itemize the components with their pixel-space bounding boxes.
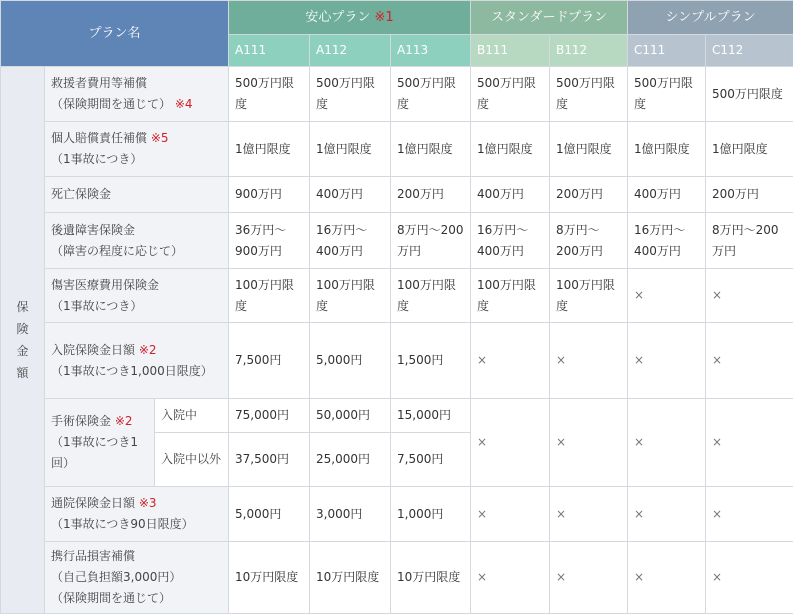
note-mark: ※3 bbox=[139, 496, 157, 510]
value-cell: 400万円 bbox=[471, 177, 550, 213]
value-cell: × bbox=[550, 487, 628, 542]
value-cell: 10万円限度 bbox=[229, 542, 310, 614]
value-cell: × bbox=[706, 487, 793, 542]
value-cell: 1,500円 bbox=[391, 323, 471, 399]
value-cell: 1,000円 bbox=[391, 487, 471, 542]
value-cell: 1億円限度 bbox=[310, 122, 391, 177]
side-char: 金 bbox=[16, 344, 28, 358]
value-cell: 100万円限度 bbox=[229, 269, 310, 323]
value-cell: 15,000円 bbox=[391, 399, 471, 433]
value-cell: 10万円限度 bbox=[391, 542, 471, 614]
row-label: 死亡保険金 bbox=[45, 177, 229, 213]
note-mark: ※2 bbox=[139, 343, 157, 357]
label-line: （1事故につき） bbox=[51, 152, 142, 166]
label-line: （1事故につき1,000日限度） bbox=[51, 364, 213, 378]
value-cell: × bbox=[471, 323, 550, 399]
note-mark: ※2 bbox=[115, 414, 133, 428]
plan-code: B112 bbox=[550, 35, 628, 67]
table-row bbox=[1, 269, 793, 323]
value-cell: 500万円限度 bbox=[310, 67, 391, 122]
value-cell: × bbox=[628, 323, 706, 399]
label-line: 手術保険金 bbox=[51, 414, 111, 428]
plan-code: C111 bbox=[628, 35, 706, 67]
value-cell: 1億円限度 bbox=[471, 122, 550, 177]
side-char: 保 bbox=[16, 300, 28, 314]
note-mark: ※5 bbox=[151, 131, 169, 145]
sub-label: 入院中以外 bbox=[155, 433, 229, 487]
label-line: （1事故につき） bbox=[51, 299, 142, 313]
table-row bbox=[1, 487, 793, 542]
label-line: （保険期間を通じて） bbox=[51, 97, 171, 111]
label-line: （障害の程度に応じて） bbox=[51, 244, 183, 258]
sub-label: 入院中 bbox=[155, 399, 229, 433]
value-cell: × bbox=[628, 542, 706, 614]
plan-name-header: プラン名 bbox=[1, 1, 229, 67]
side-char: 険 bbox=[16, 322, 28, 336]
value-cell: 8万円～200万円 bbox=[550, 213, 628, 269]
value-cell: 16万円～400万円 bbox=[310, 213, 391, 269]
value-cell: × bbox=[550, 399, 628, 487]
value-cell: × bbox=[628, 399, 706, 487]
row-label bbox=[45, 399, 155, 487]
value-cell: 5,000円 bbox=[229, 487, 310, 542]
value-cell: 500万円限度 bbox=[391, 67, 471, 122]
table-row bbox=[1, 177, 793, 213]
value-cell: × bbox=[471, 542, 550, 614]
value-cell: 7,500円 bbox=[391, 433, 471, 487]
table-row bbox=[1, 323, 793, 399]
value-cell: 7,500円 bbox=[229, 323, 310, 399]
value-cell: × bbox=[471, 487, 550, 542]
label-line: 後遺障害保険金 bbox=[51, 223, 135, 237]
label-line: （1事故につき90日限度） bbox=[51, 517, 194, 531]
value-cell: 100万円限度 bbox=[391, 269, 471, 323]
value-cell: × bbox=[550, 542, 628, 614]
value-cell: 3,000円 bbox=[310, 487, 391, 542]
note-mark: ※1 bbox=[375, 10, 394, 25]
value-cell: × bbox=[706, 542, 793, 614]
table-row bbox=[1, 213, 793, 269]
value-cell: 75,000円 bbox=[229, 399, 310, 433]
plan-code: A113 bbox=[391, 35, 471, 67]
value-cell: 100万円限度 bbox=[550, 269, 628, 323]
value-cell: 500万円限度 bbox=[706, 67, 793, 122]
value-cell: 1億円限度 bbox=[706, 122, 793, 177]
row-label bbox=[45, 542, 229, 614]
label-line: （自己負担額3,000円） bbox=[51, 570, 181, 584]
row-label bbox=[45, 213, 229, 269]
value-cell: 200万円 bbox=[391, 177, 471, 213]
value-cell: 1億円限度 bbox=[229, 122, 310, 177]
label-line: 入院保険金日額 bbox=[51, 343, 135, 357]
label-line: 傷害医療費用保険金 bbox=[51, 278, 159, 292]
label-line: 個人賠償責任補償 bbox=[51, 131, 147, 145]
table-row bbox=[1, 67, 793, 122]
value-cell: 500万円限度 bbox=[229, 67, 310, 122]
value-cell: × bbox=[706, 399, 793, 487]
table-row bbox=[1, 122, 793, 177]
table-row bbox=[1, 399, 793, 433]
value-cell: 1億円限度 bbox=[628, 122, 706, 177]
value-cell: 400万円 bbox=[310, 177, 391, 213]
value-cell: 200万円 bbox=[706, 177, 793, 213]
value-cell: 400万円 bbox=[628, 177, 706, 213]
label-line: 携行品損害補償 bbox=[51, 549, 135, 563]
value-cell: 25,000円 bbox=[310, 433, 391, 487]
row-label bbox=[45, 323, 229, 399]
value-cell: × bbox=[550, 323, 628, 399]
row-label bbox=[45, 487, 229, 542]
group-header-simple: シンプルプラン bbox=[628, 1, 793, 35]
value-cell: 8万円～200万円 bbox=[706, 213, 793, 269]
plan-code: A112 bbox=[310, 35, 391, 67]
row-label bbox=[45, 269, 229, 323]
value-cell: 8万円～200万円 bbox=[391, 213, 471, 269]
label-line: 通院保険金日額 bbox=[51, 496, 135, 510]
value-cell: 1億円限度 bbox=[550, 122, 628, 177]
group-name: 安心プラン bbox=[305, 10, 370, 25]
plan-code: A111 bbox=[229, 35, 310, 67]
value-cell: 500万円限度 bbox=[628, 67, 706, 122]
plan-code: C112 bbox=[706, 35, 793, 67]
table-row bbox=[1, 542, 793, 614]
value-cell: 200万円 bbox=[550, 177, 628, 213]
plan-code: B111 bbox=[471, 35, 550, 67]
value-cell: 10万円限度 bbox=[310, 542, 391, 614]
value-cell: 50,000円 bbox=[310, 399, 391, 433]
value-cell: × bbox=[706, 323, 793, 399]
value-cell: 36万円～900万円 bbox=[229, 213, 310, 269]
value-cell: 37,500円 bbox=[229, 433, 310, 487]
side-char: 額 bbox=[16, 366, 28, 380]
value-cell: 16万円～400万円 bbox=[628, 213, 706, 269]
value-cell: × bbox=[706, 269, 793, 323]
row-label bbox=[45, 67, 229, 122]
label-line: （1事故につき1回） bbox=[51, 435, 138, 470]
value-cell: × bbox=[628, 487, 706, 542]
label-line: （保険期間を通じて） bbox=[51, 591, 171, 605]
group-header-anshin bbox=[229, 1, 471, 35]
value-cell: × bbox=[628, 269, 706, 323]
value-cell: 900万円 bbox=[229, 177, 310, 213]
group-header-standard: スタンダードプラン bbox=[471, 1, 628, 35]
row-label bbox=[45, 122, 229, 177]
value-cell: 5,000円 bbox=[310, 323, 391, 399]
note-mark: ※4 bbox=[175, 97, 193, 111]
side-label bbox=[1, 67, 45, 614]
value-cell: 500万円限度 bbox=[550, 67, 628, 122]
value-cell: × bbox=[471, 399, 550, 487]
value-cell: 500万円限度 bbox=[471, 67, 550, 122]
value-cell: 16万円～400万円 bbox=[471, 213, 550, 269]
value-cell: 100万円限度 bbox=[471, 269, 550, 323]
value-cell: 1億円限度 bbox=[391, 122, 471, 177]
value-cell: 100万円限度 bbox=[310, 269, 391, 323]
label-line: 救援者費用等補償 bbox=[51, 76, 147, 90]
